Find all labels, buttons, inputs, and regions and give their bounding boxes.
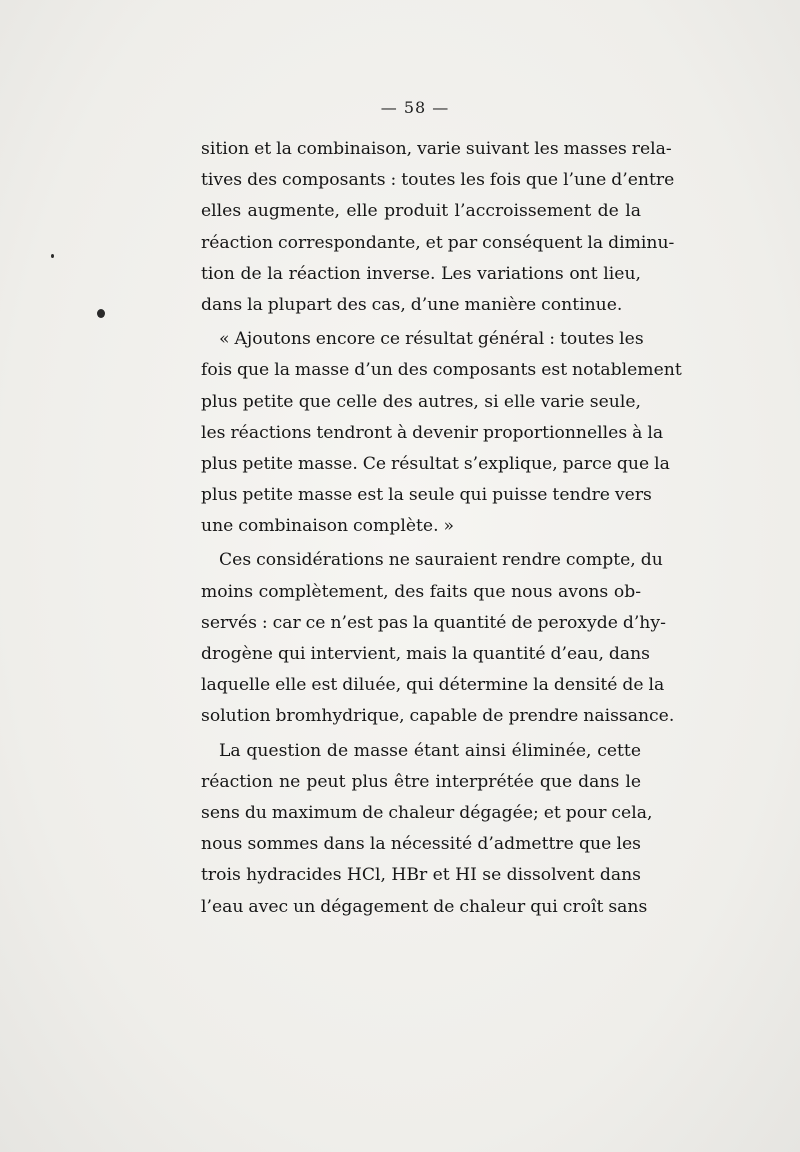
ink-speck	[51, 254, 54, 258]
text-line: tion de la réaction inverse. Les variations ont lieu,	[201, 263, 641, 284]
paragraph	[201, 736, 653, 923]
text-line: plus petite masse est la seule qui puisse tendre vers	[201, 485, 652, 506]
text-line: trois hydracides HCl, HBr et HI se dissolvent dans	[201, 865, 641, 886]
body-text	[201, 134, 682, 923]
text-line: drogène qui intervient, mais la quantité d’eau, dans	[201, 644, 651, 664]
text-line: réaction ne peut plus être interprétée que dans le	[201, 771, 641, 792]
text-line: laquelle elle est diluée, qui détermine la densité de la	[201, 675, 665, 696]
paragraph	[201, 545, 675, 732]
text-line: réaction correspondante, et par conséquent la diminu-	[201, 232, 675, 253]
text-line: tives des composants : toutes les fois que l’une d’entre	[201, 170, 675, 191]
text-line: nous sommes dans la nécessité d’admettre que les	[201, 834, 641, 855]
text-line: elles augmente, elle produit l’accroissement de la	[201, 201, 641, 222]
text-line: une combinaison complète. »	[201, 516, 455, 537]
text-line: sition et la combinaison, varie suivant les masses rela-	[201, 139, 672, 159]
text-line: La question de masse étant ainsi éliminée, cette	[219, 740, 641, 761]
text-line: plus petite que celle des autres, si elle varie seule,	[201, 391, 641, 412]
text-line: fois que la masse d’un des composants est notablement	[201, 360, 682, 381]
text-line: moins complètement, des faits que nous avons ob-	[201, 581, 641, 602]
paragraph	[201, 134, 675, 321]
page-number: — 58 —	[380, 98, 450, 117]
text-line: les réactions tendront à devenir proportionnelles à la	[201, 422, 664, 443]
text-line: dans la plupart des cas, d’une manière continue.	[201, 294, 623, 315]
text-line: sens du maximum de chaleur dégagée; et pour cela,	[201, 802, 653, 823]
text-line: plus petite masse. Ce résultat s’explique, parce que la	[201, 453, 670, 474]
text-line: servés : car ce n’est pas la quantité de peroxyde d’hy-	[201, 612, 666, 633]
ink-speck	[97, 309, 105, 318]
text-line: solution bromhydrique, capable de prendre naissance.	[201, 706, 675, 727]
text-line: « Ajoutons encore ce résultat général : toutes les	[219, 329, 644, 350]
text-line: l’eau avec un dégagement de chaleur qui croît sans	[201, 896, 648, 917]
paragraph	[201, 324, 682, 542]
text-line: Ces considérations ne sauraient rendre compte, du	[219, 550, 663, 571]
